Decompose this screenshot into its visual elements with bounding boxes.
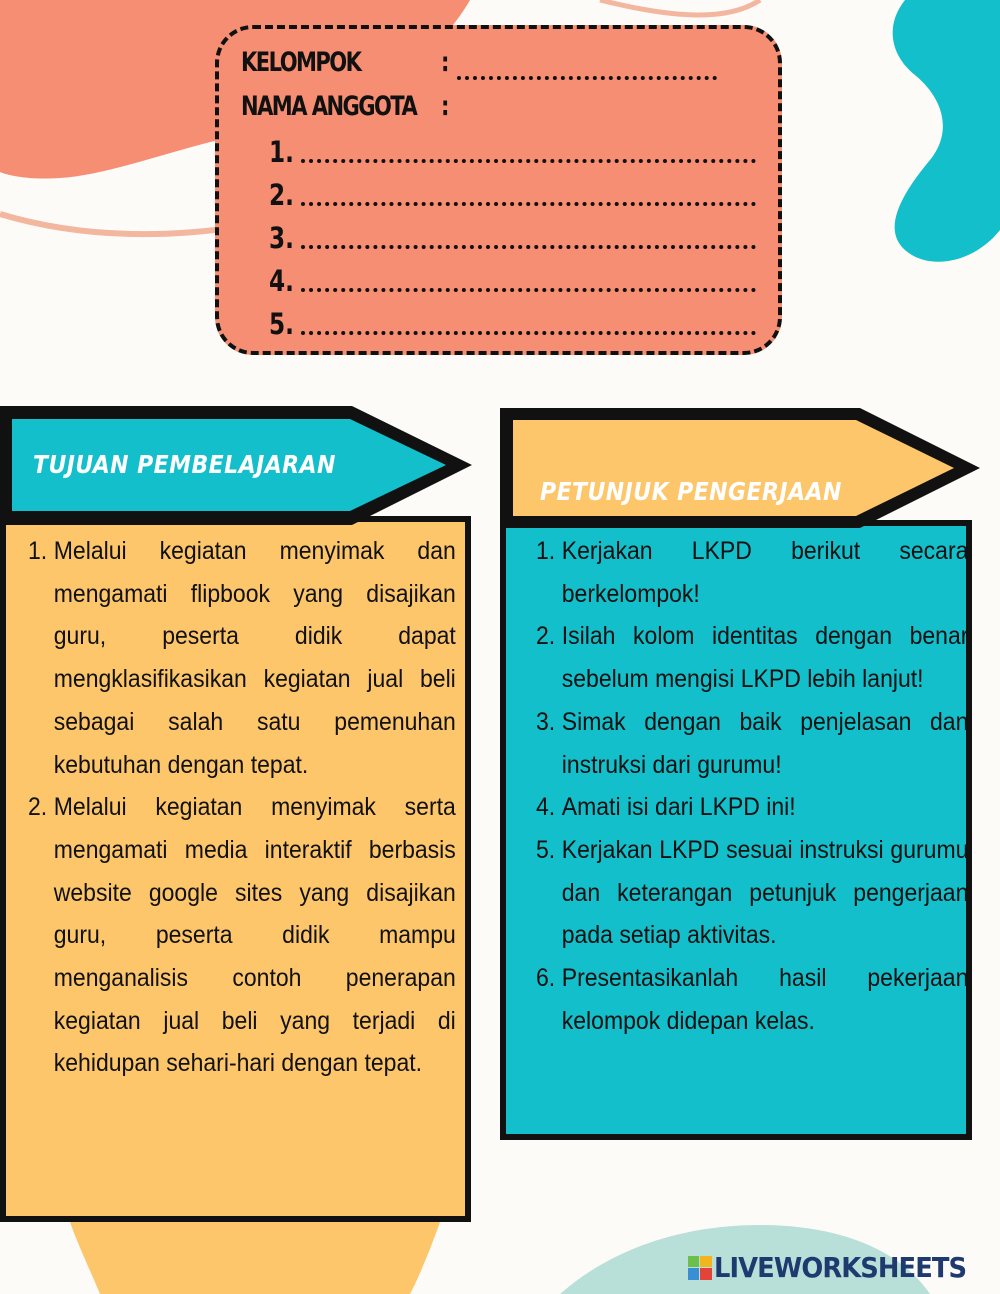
logo-mark-icon [688,1256,712,1280]
list-item-number: 5. [536,835,556,864]
list-item [536,530,968,615]
objectives-panel [0,516,471,1222]
objectives-list [28,530,456,1085]
member-number: 3. [269,221,294,255]
member-name-field[interactable] [301,288,756,292]
list-item-text: Simak dengan baik penjelasan dan instruksi dari gurumu! [561,707,969,779]
member-row [269,264,709,298]
list-item-text: Isilah kolom identitas dengan benar sebelum mengisi LKPD lebih lanjut! [561,622,969,694]
member-row [269,307,709,341]
list-item-number: 6. [536,964,556,993]
list-item-text: Melalui kegiatan menyimak dan mengamati flipbook yang disajikan guru, peserta didik dapat mengklasifikasikan kegiatan jual beli sebagai salah satu pemenuhan kebutuhan dengan tepat. [53,537,456,779]
member-name-field[interactable] [301,331,756,335]
member-number: 2. [269,178,294,212]
identity-box [215,25,782,355]
list-item-number: 2. [28,793,48,822]
list-item-number: 4. [536,793,556,822]
coral-arc-top [600,0,760,15]
instructions-tag-shape [500,406,982,530]
list-item-text: Kerjakan LKPD berikut secara berkelompok! [561,537,969,608]
list-item-text: Melalui kegiatan menyimak serta mengamati media interaktif berbasis website google sites yang disajikan guru, peserta didik mampu menganalisis contoh penerapan kegiatan jual beli yang terjadi di kehidupan sehari-hari dengan tepat. [53,793,456,1078]
list-item-number: 1. [28,537,48,565]
liveworksheets-logo[interactable] [688,1251,988,1284]
list-item [536,786,968,829]
member-row [269,221,709,255]
list-item [536,829,968,957]
objectives-title: TUJUAN PEMBELAJARAN [33,450,336,479]
instructions-list [536,530,968,1042]
teal-blob-top-right [893,0,1000,262]
member-name-field[interactable] [301,202,756,206]
list-item-number: 2. [536,622,556,651]
group-name-field[interactable] [457,76,717,80]
member-number: 5. [269,307,294,341]
list-item-number: 3. [536,707,556,736]
group-colon: : [441,47,448,78]
logo-text: LIVEWORKSHEETS [713,1251,967,1284]
list-item [536,615,968,700]
members-label: NAMA ANGGOTA [241,91,417,122]
list-item-text: Presentasikanlah hasil pekerjaan kelompok didepan kelas. [561,964,969,1035]
list-item-number: 1. [536,537,556,565]
orange-blob-bottom-left [70,1222,440,1294]
list-item [28,786,456,1085]
list-item [28,530,456,786]
member-number: 4. [269,264,294,298]
list-item [536,957,968,1042]
group-label: KELOMPOK [241,47,361,78]
instructions-title: PETUNJUK PENGERJAAN [540,477,842,506]
member-row [269,135,709,169]
list-item-text: Kerjakan LKPD sesuai instruksi gurumu dan keterangan petunjuk pengerjaan pada setiap aktivitas. [561,835,969,950]
list-item [536,701,968,786]
instructions-panel [500,520,972,1140]
member-number: 1. [269,135,294,169]
list-item-text: Amati isi dari LKPD ini! [561,793,796,822]
member-name-field[interactable] [301,159,756,163]
members-colon: : [441,91,448,122]
member-name-field[interactable] [301,245,756,249]
member-row [269,178,709,212]
